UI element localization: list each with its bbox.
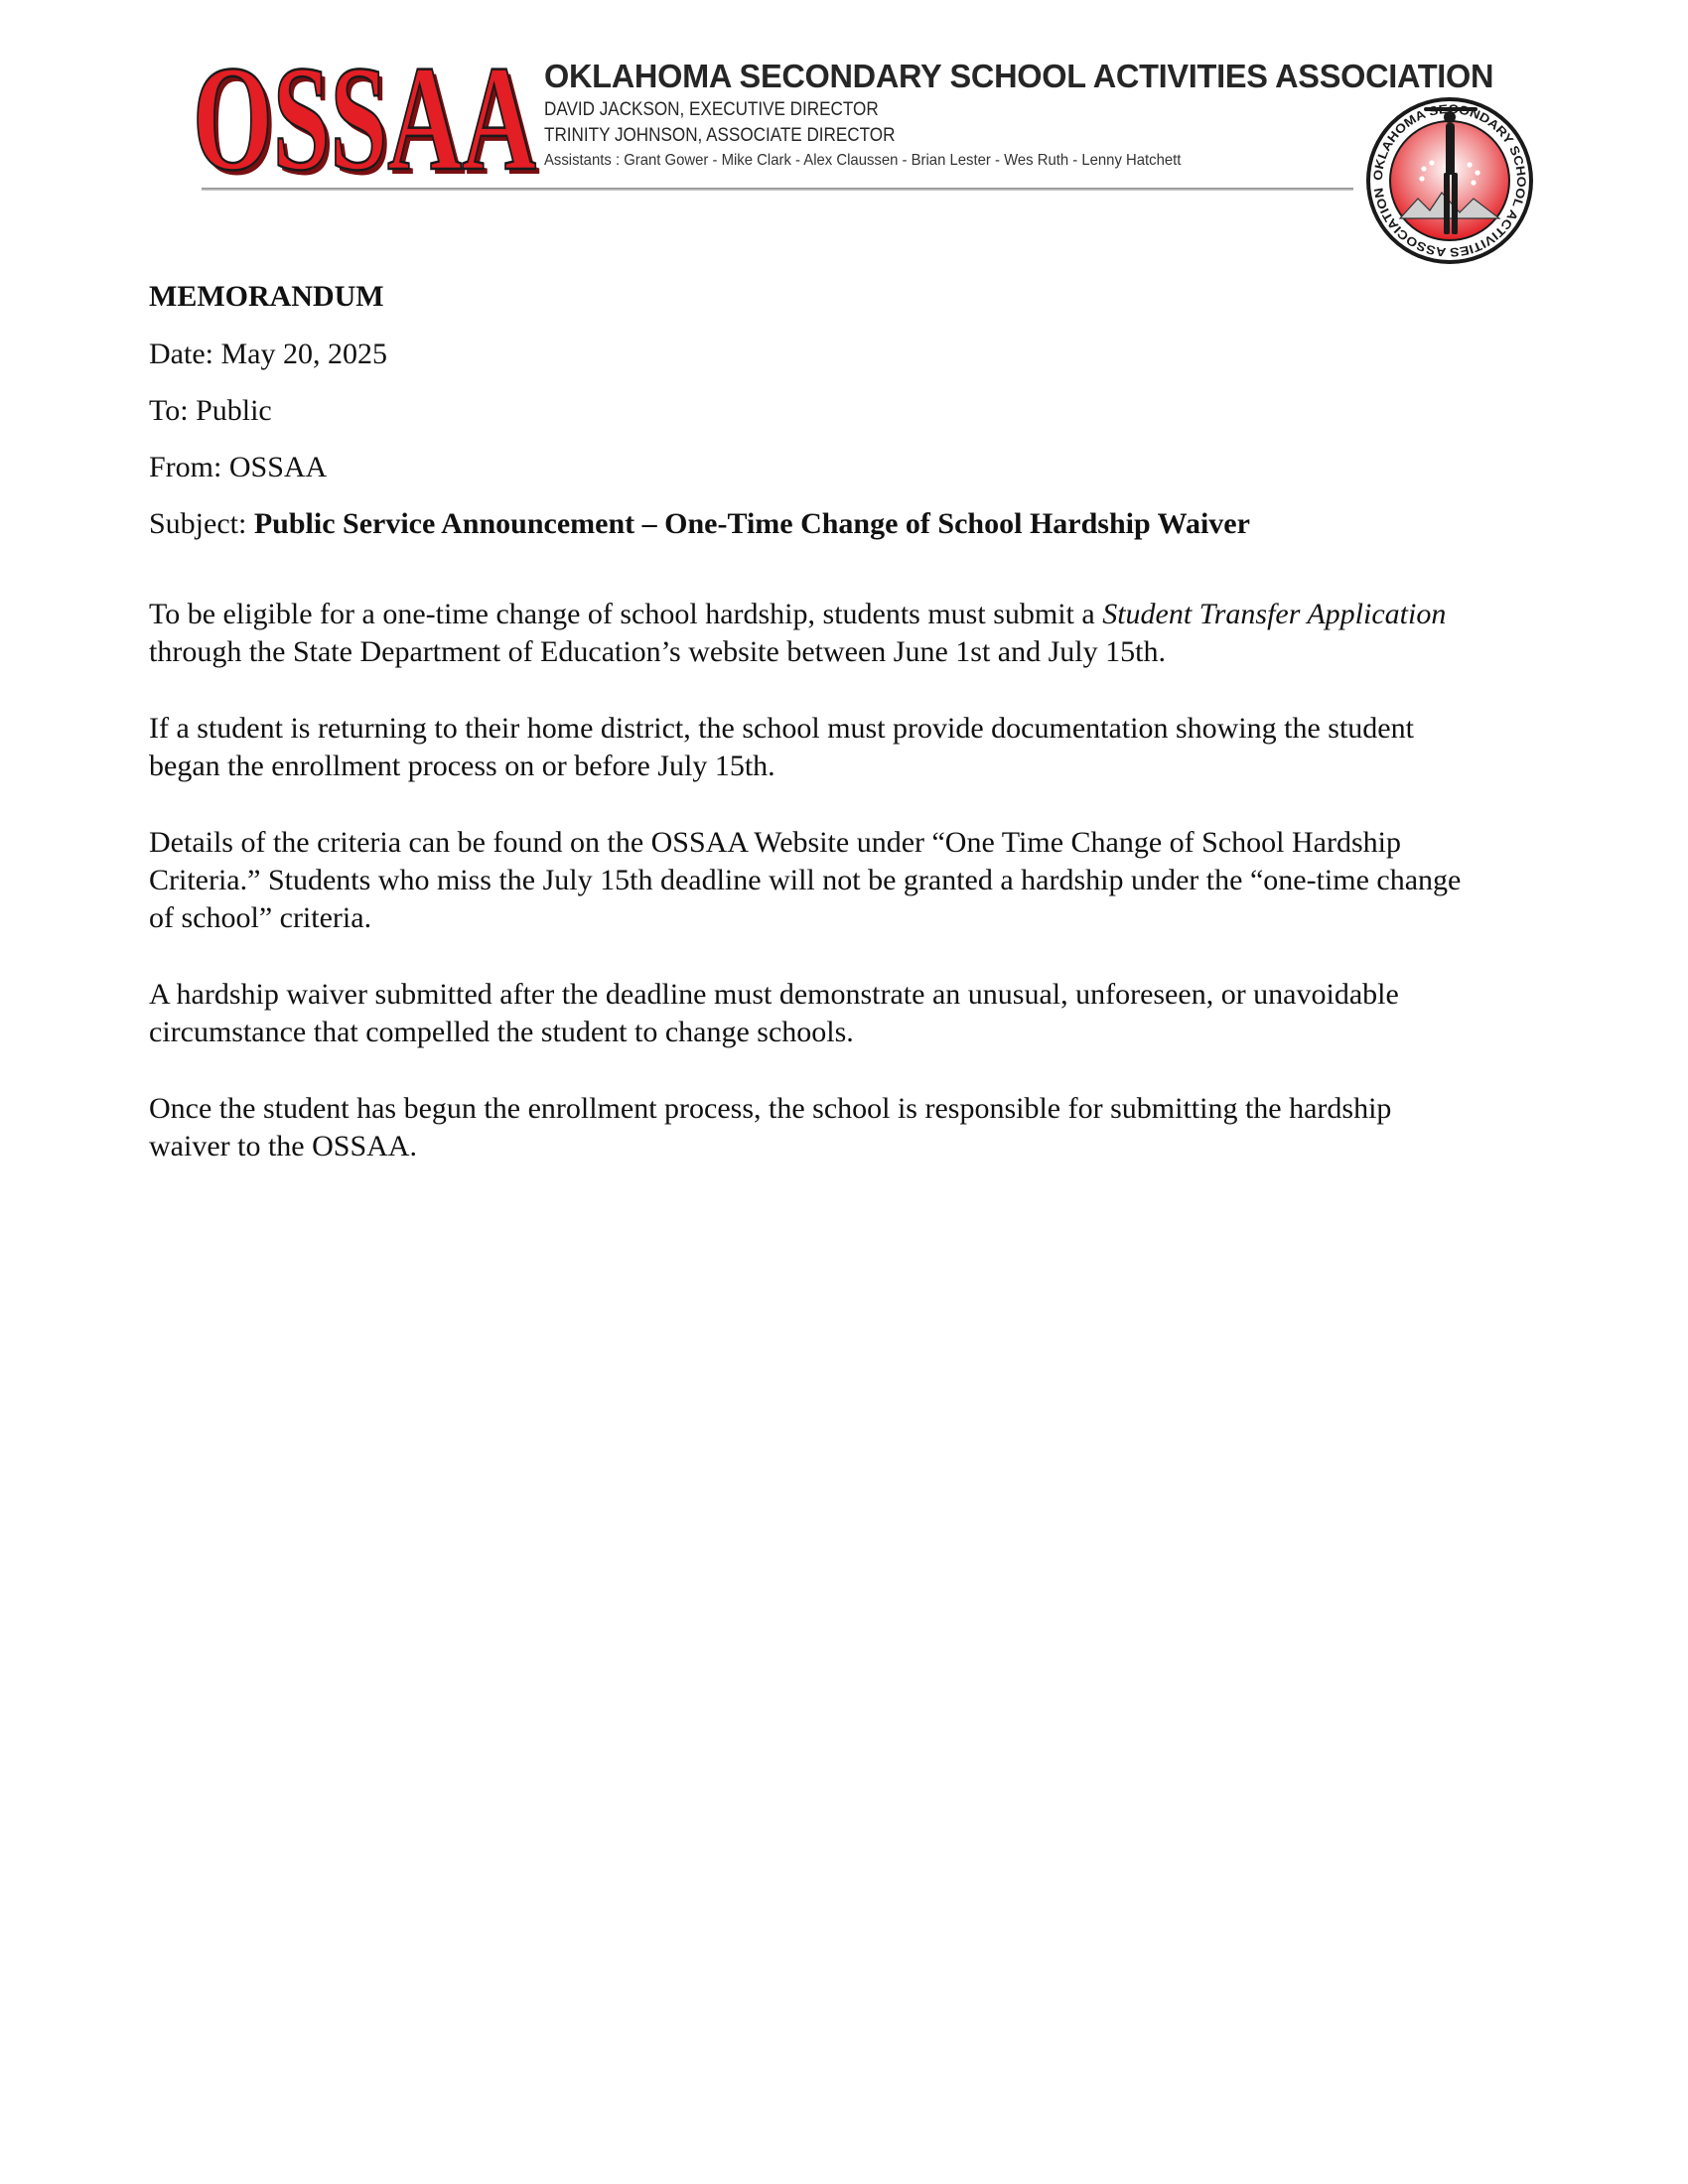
paragraph-eligibility-start: To be eligible for a one-time change of school hardship, students must submit a [149,598,1095,630]
seal-ring-text: OKLAHOMA S NDARY SCHOOL ACTIVITIES ASSOCIATION [1370,103,1529,260]
date-value: May 20, 2025 [220,338,387,370]
memo-document [149,278,1470,1204]
subject-value: Public Service Announcement – One-Time Change of School Hardship Waiver [253,507,1250,540]
ossaa-logo [191,52,540,181]
assistants-list: Assistants : Grant Gower - Mike Clark - Alex Claussen - Brian Lester - Wes Ruth - Lenny Hatchett [544,152,1182,169]
paragraph-eligibility-end: through the State Department of Education’s website between June 1st and July 15th. [149,635,1166,668]
ossaa-logo-shadow: OSSAA [197,52,540,181]
paragraph-school-responsibility: Once the student has begun the enrollment process, the school is responsible for submitting the hardship waiver to the OSSAA. [149,1092,1392,1162]
memo-from [149,449,1470,486]
memo-to [149,392,1470,430]
executive-director: DAVID JACKSON, EXECUTIVE DIRECTOR [544,99,879,120]
paragraph-criteria: Details of the criteria can be found on the OSSAA Website under “One Time Change of School Hardship Criteria.” Students who miss the July 15th deadline will not be granted a hardship under the “one-time change of school” criteria. [149,826,1462,934]
ossaa-logo-text: OSSAA [193,52,536,181]
paragraph-home-district: If a student is returning to their home district, the school must provide documentation showing the student began the enrollment process on or before July 15th. [149,712,1414,782]
paragraph-late-waiver: A hardship waiver submitted after the deadline must demonstrate an unusual, unforeseen, or unavoidable circumstance that compelled the student to change schools. [149,978,1399,1048]
date-label: Date: [149,338,213,370]
associate-director: TRINITY JOHNSON, ASSOCIATE DIRECTOR [544,125,896,146]
to-value: Public [196,394,272,427]
student-transfer-application: Student Transfer Application [1102,598,1447,630]
memo-date [149,336,1470,373]
subject-label: Subject: [149,507,247,540]
from-value: OSSAA [228,451,328,483]
memo-subject [149,505,1470,543]
paragraph-eligibility [149,596,1470,671]
from-label: From: [149,451,222,483]
memo-heading: MEMORANDUM [149,280,384,313]
to-label: To: [149,394,189,427]
header-divider [202,188,1353,191]
ossaa-seal-icon [1364,95,1535,266]
association-name: OKLAHOMA SECONDARY SCHOOL ACTIVITIES ASSOCIATION [544,58,1494,94]
